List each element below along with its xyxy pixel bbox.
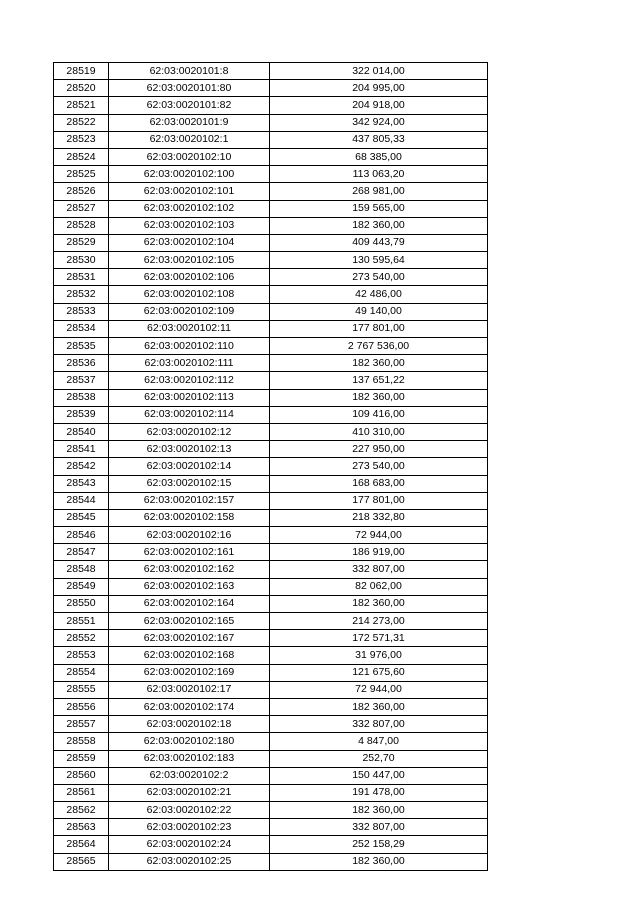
cadastral-number-cell: 62:03:0020102:161 bbox=[109, 544, 270, 561]
row-number-cell: 28544 bbox=[54, 492, 109, 509]
row-number-cell: 28534 bbox=[54, 320, 109, 337]
value-cell: 4 847,00 bbox=[270, 733, 488, 750]
cadastral-number-cell: 62:03:0020102:22 bbox=[109, 802, 270, 819]
table-row bbox=[54, 234, 488, 251]
table-row bbox=[54, 269, 488, 286]
row-number-cell: 28563 bbox=[54, 819, 109, 836]
cadastral-number-cell: 62:03:0020102:164 bbox=[109, 595, 270, 612]
cadastral-number-cell: 62:03:0020102:111 bbox=[109, 355, 270, 372]
value-cell: 409 443,79 bbox=[270, 234, 488, 251]
table-row bbox=[54, 613, 488, 630]
row-number-cell: 28556 bbox=[54, 698, 109, 715]
cadastral-number-cell: 62:03:0020102:109 bbox=[109, 303, 270, 320]
row-number-cell: 28529 bbox=[54, 234, 109, 251]
table-row bbox=[54, 475, 488, 492]
value-cell: 159 565,00 bbox=[270, 200, 488, 217]
table-row bbox=[54, 114, 488, 131]
table-row bbox=[54, 698, 488, 715]
value-cell: 322 014,00 bbox=[270, 63, 488, 80]
row-number-cell: 28552 bbox=[54, 630, 109, 647]
row-number-cell: 28559 bbox=[54, 750, 109, 767]
row-number-cell: 28541 bbox=[54, 441, 109, 458]
cadastral-number-cell: 62:03:0020102:25 bbox=[109, 853, 270, 870]
cadastral-number-cell: 62:03:0020102:102 bbox=[109, 200, 270, 217]
table-row bbox=[54, 647, 488, 664]
value-cell: 130 595,64 bbox=[270, 252, 488, 269]
cadastral-number-cell: 62:03:0020102:18 bbox=[109, 716, 270, 733]
value-cell: 332 807,00 bbox=[270, 561, 488, 578]
table-row bbox=[54, 595, 488, 612]
cadastral-number-cell: 62:03:0020102:101 bbox=[109, 183, 270, 200]
value-cell: 273 540,00 bbox=[270, 269, 488, 286]
cadastral-number-cell: 62:03:0020102:157 bbox=[109, 492, 270, 509]
table-row bbox=[54, 853, 488, 870]
table-row bbox=[54, 681, 488, 698]
table-row bbox=[54, 733, 488, 750]
value-cell: 82 062,00 bbox=[270, 578, 488, 595]
table-row bbox=[54, 836, 488, 853]
row-number-cell: 28532 bbox=[54, 286, 109, 303]
row-number-cell: 28540 bbox=[54, 423, 109, 440]
cadastral-number-cell: 62:03:0020102:12 bbox=[109, 423, 270, 440]
cadastral-number-cell: 62:03:0020102:167 bbox=[109, 630, 270, 647]
row-number-cell: 28564 bbox=[54, 836, 109, 853]
value-cell: 68 385,00 bbox=[270, 148, 488, 165]
value-cell: 268 981,00 bbox=[270, 183, 488, 200]
value-cell: 332 807,00 bbox=[270, 819, 488, 836]
cadastral-number-cell: 62:03:0020101:8 bbox=[109, 63, 270, 80]
value-cell: 31 976,00 bbox=[270, 647, 488, 664]
cadastral-number-cell: 62:03:0020102:174 bbox=[109, 698, 270, 715]
row-number-cell: 28531 bbox=[54, 269, 109, 286]
row-number-cell: 28543 bbox=[54, 475, 109, 492]
cadastral-number-cell: 62:03:0020102:113 bbox=[109, 389, 270, 406]
cadastral-number-cell: 62:03:0020102:162 bbox=[109, 561, 270, 578]
cadastral-number-cell: 62:03:0020102:100 bbox=[109, 166, 270, 183]
cadastral-number-cell: 62:03:0020102:23 bbox=[109, 819, 270, 836]
cadastral-number-cell: 62:03:0020102:110 bbox=[109, 338, 270, 355]
table-row bbox=[54, 148, 488, 165]
value-cell: 182 360,00 bbox=[270, 853, 488, 870]
cadastral-number-cell: 62:03:0020102:2 bbox=[109, 767, 270, 784]
table-row bbox=[54, 544, 488, 561]
value-cell: 113 063,20 bbox=[270, 166, 488, 183]
row-number-cell: 28536 bbox=[54, 355, 109, 372]
table-row bbox=[54, 217, 488, 234]
table-row bbox=[54, 802, 488, 819]
value-cell: 177 801,00 bbox=[270, 492, 488, 509]
value-cell: 273 540,00 bbox=[270, 458, 488, 475]
value-cell: 72 944,00 bbox=[270, 527, 488, 544]
cadastral-number-cell: 62:03:0020102:183 bbox=[109, 750, 270, 767]
row-number-cell: 28528 bbox=[54, 217, 109, 234]
row-number-cell: 28526 bbox=[54, 183, 109, 200]
row-number-cell: 28539 bbox=[54, 406, 109, 423]
value-cell: 410 310,00 bbox=[270, 423, 488, 440]
value-cell: 252 158,29 bbox=[270, 836, 488, 853]
cadastral-number-cell: 62:03:0020102:112 bbox=[109, 372, 270, 389]
value-cell: 182 360,00 bbox=[270, 595, 488, 612]
cadastral-number-cell: 62:03:0020102:13 bbox=[109, 441, 270, 458]
table-row bbox=[54, 527, 488, 544]
table-row bbox=[54, 630, 488, 647]
cadastral-number-cell: 62:03:0020101:9 bbox=[109, 114, 270, 131]
row-number-cell: 28524 bbox=[54, 148, 109, 165]
table-row bbox=[54, 131, 488, 148]
value-cell: 150 447,00 bbox=[270, 767, 488, 784]
row-number-cell: 28519 bbox=[54, 63, 109, 80]
row-number-cell: 28521 bbox=[54, 97, 109, 114]
table-row bbox=[54, 355, 488, 372]
row-number-cell: 28542 bbox=[54, 458, 109, 475]
value-cell: 214 273,00 bbox=[270, 613, 488, 630]
value-cell: 191 478,00 bbox=[270, 784, 488, 801]
row-number-cell: 28523 bbox=[54, 131, 109, 148]
cadastral-number-cell: 62:03:0020102:24 bbox=[109, 836, 270, 853]
cadastral-number-cell: 62:03:0020102:104 bbox=[109, 234, 270, 251]
row-number-cell: 28545 bbox=[54, 509, 109, 526]
value-cell: 437 805,33 bbox=[270, 131, 488, 148]
table-row bbox=[54, 320, 488, 337]
cadastral-number-cell: 62:03:0020101:82 bbox=[109, 97, 270, 114]
table-row bbox=[54, 200, 488, 217]
table-body bbox=[54, 63, 488, 871]
row-number-cell: 28547 bbox=[54, 544, 109, 561]
row-number-cell: 28557 bbox=[54, 716, 109, 733]
value-cell: 109 416,00 bbox=[270, 406, 488, 423]
value-cell: 168 683,00 bbox=[270, 475, 488, 492]
value-cell: 342 924,00 bbox=[270, 114, 488, 131]
row-number-cell: 28562 bbox=[54, 802, 109, 819]
table-row bbox=[54, 716, 488, 733]
row-number-cell: 28551 bbox=[54, 613, 109, 630]
cadastral-number-cell: 62:03:0020102:10 bbox=[109, 148, 270, 165]
value-cell: 42 486,00 bbox=[270, 286, 488, 303]
cadastral-number-cell: 62:03:0020102:163 bbox=[109, 578, 270, 595]
row-number-cell: 28535 bbox=[54, 338, 109, 355]
value-cell: 182 360,00 bbox=[270, 802, 488, 819]
table-row bbox=[54, 406, 488, 423]
table-row bbox=[54, 183, 488, 200]
row-number-cell: 28548 bbox=[54, 561, 109, 578]
value-cell: 121 675,60 bbox=[270, 664, 488, 681]
table-row bbox=[54, 767, 488, 784]
value-cell: 218 332,80 bbox=[270, 509, 488, 526]
row-number-cell: 28538 bbox=[54, 389, 109, 406]
table-row bbox=[54, 97, 488, 114]
table-row bbox=[54, 441, 488, 458]
cadastral-number-cell: 62:03:0020102:106 bbox=[109, 269, 270, 286]
cadastral-number-cell: 62:03:0020102:11 bbox=[109, 320, 270, 337]
value-cell: 2 767 536,00 bbox=[270, 338, 488, 355]
value-cell: 204 995,00 bbox=[270, 80, 488, 97]
row-number-cell: 28537 bbox=[54, 372, 109, 389]
cadastral-number-cell: 62:03:0020102:168 bbox=[109, 647, 270, 664]
table-row bbox=[54, 750, 488, 767]
value-cell: 182 360,00 bbox=[270, 355, 488, 372]
row-number-cell: 28550 bbox=[54, 595, 109, 612]
table-row bbox=[54, 664, 488, 681]
table-row bbox=[54, 578, 488, 595]
row-number-cell: 28555 bbox=[54, 681, 109, 698]
table-row bbox=[54, 509, 488, 526]
table-row bbox=[54, 784, 488, 801]
value-cell: 49 140,00 bbox=[270, 303, 488, 320]
cadastral-number-cell: 62:03:0020102:17 bbox=[109, 681, 270, 698]
row-number-cell: 28561 bbox=[54, 784, 109, 801]
cadastral-number-cell: 62:03:0020102:103 bbox=[109, 217, 270, 234]
row-number-cell: 28522 bbox=[54, 114, 109, 131]
cadastral-number-cell: 62:03:0020101:80 bbox=[109, 80, 270, 97]
value-cell: 182 360,00 bbox=[270, 389, 488, 406]
cadastral-number-cell: 62:03:0020102:165 bbox=[109, 613, 270, 630]
table-row bbox=[54, 80, 488, 97]
table-row bbox=[54, 303, 488, 320]
cadastral-number-cell: 62:03:0020102:180 bbox=[109, 733, 270, 750]
value-cell: 182 360,00 bbox=[270, 217, 488, 234]
table-row bbox=[54, 492, 488, 509]
table-row bbox=[54, 458, 488, 475]
table-row bbox=[54, 252, 488, 269]
value-cell: 172 571,31 bbox=[270, 630, 488, 647]
value-cell: 186 919,00 bbox=[270, 544, 488, 561]
cadastral-value-table bbox=[53, 62, 488, 871]
row-number-cell: 28549 bbox=[54, 578, 109, 595]
cadastral-number-cell: 62:03:0020102:169 bbox=[109, 664, 270, 681]
table-row bbox=[54, 423, 488, 440]
cadastral-number-cell: 62:03:0020102:158 bbox=[109, 509, 270, 526]
value-cell: 177 801,00 bbox=[270, 320, 488, 337]
row-number-cell: 28546 bbox=[54, 527, 109, 544]
value-cell: 332 807,00 bbox=[270, 716, 488, 733]
cadastral-number-cell: 62:03:0020102:105 bbox=[109, 252, 270, 269]
value-cell: 227 950,00 bbox=[270, 441, 488, 458]
cadastral-number-cell: 62:03:0020102:14 bbox=[109, 458, 270, 475]
cadastral-number-cell: 62:03:0020102:21 bbox=[109, 784, 270, 801]
value-cell: 182 360,00 bbox=[270, 698, 488, 715]
cadastral-number-cell: 62:03:0020102:15 bbox=[109, 475, 270, 492]
row-number-cell: 28554 bbox=[54, 664, 109, 681]
table-row bbox=[54, 819, 488, 836]
row-number-cell: 28520 bbox=[54, 80, 109, 97]
row-number-cell: 28525 bbox=[54, 166, 109, 183]
table-row bbox=[54, 63, 488, 80]
table-row bbox=[54, 166, 488, 183]
row-number-cell: 28560 bbox=[54, 767, 109, 784]
row-number-cell: 28558 bbox=[54, 733, 109, 750]
cadastral-number-cell: 62:03:0020102:1 bbox=[109, 131, 270, 148]
row-number-cell: 28530 bbox=[54, 252, 109, 269]
table-row bbox=[54, 372, 488, 389]
cadastral-number-cell: 62:03:0020102:114 bbox=[109, 406, 270, 423]
table-row bbox=[54, 338, 488, 355]
value-cell: 204 918,00 bbox=[270, 97, 488, 114]
value-cell: 72 944,00 bbox=[270, 681, 488, 698]
value-cell: 137 651,22 bbox=[270, 372, 488, 389]
table-row bbox=[54, 286, 488, 303]
row-number-cell: 28533 bbox=[54, 303, 109, 320]
table-row bbox=[54, 561, 488, 578]
row-number-cell: 28527 bbox=[54, 200, 109, 217]
row-number-cell: 28565 bbox=[54, 853, 109, 870]
row-number-cell: 28553 bbox=[54, 647, 109, 664]
value-cell: 252,70 bbox=[270, 750, 488, 767]
table-row bbox=[54, 389, 488, 406]
cadastral-number-cell: 62:03:0020102:16 bbox=[109, 527, 270, 544]
cadastral-number-cell: 62:03:0020102:108 bbox=[109, 286, 270, 303]
